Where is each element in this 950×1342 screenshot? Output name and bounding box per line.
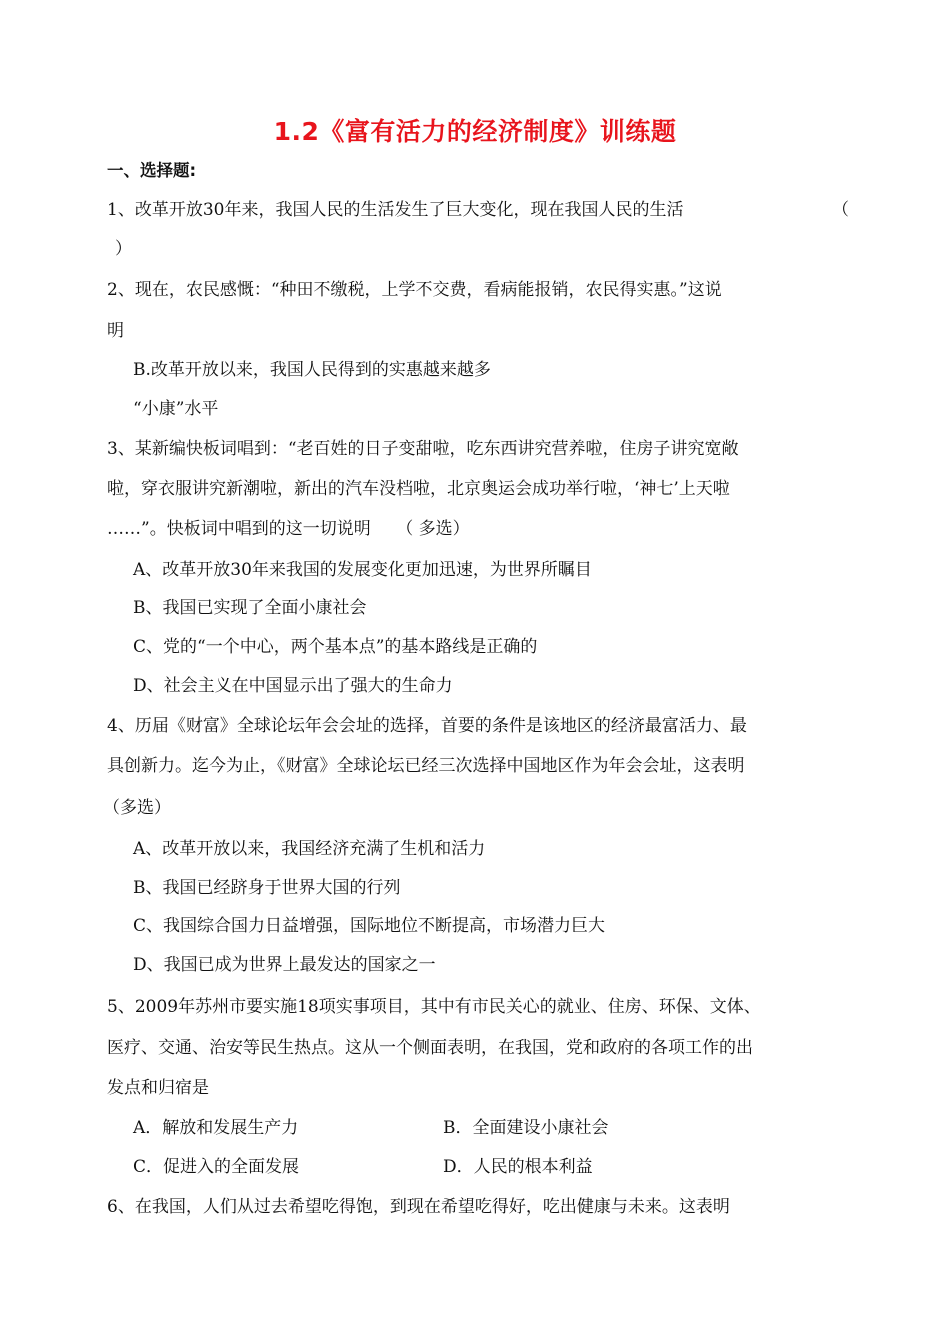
- question-4-option-d: D、我国已成为世界上最发达的国家之一: [133, 955, 436, 975]
- document-title: 1.2《富有活力的经济制度》训练题: [273, 117, 677, 146]
- question-1-line-1: [107, 199, 683, 221]
- section-heading-choice: 一、选择题:: [107, 161, 197, 180]
- question-5-line-2: 医疗、交通、治安等民生热点。这从一个侧面表明，在我国，党和政府的各项工作的出: [107, 1038, 753, 1058]
- question-3-option-a: A、改革开放30年来我国的发展变化更加迅速，为世界所瞩目: [133, 560, 592, 580]
- question-4-option-c: C、我国综合国力日益增强，国际地位不断提高，市场潜力巨大: [133, 916, 606, 936]
- question-5-option-c: C．促进入的全面发展: [133, 1157, 300, 1177]
- question-5-line-1: 5、2009年苏州市要实施18项实事项目，其中有市民关心的就业、住房、环保、文体、: [107, 997, 761, 1017]
- question-4-line-1: 4、历届《财富》全球论坛年会会址的选择，首要的条件是该地区的经济最富活力、最: [107, 716, 747, 736]
- question-2-line-1: 2、现在，农民感慨：“种田不缴税，上学不交费，看病能报销，农民得实惠。”这说: [107, 280, 722, 300]
- question-5-option-b: B．全面建设小康社会: [443, 1118, 609, 1138]
- question-4-line-3: （多选）: [103, 798, 171, 818]
- question-4-option-a: A、改革开放以来，我国经济充满了生机和活力: [133, 839, 486, 859]
- question-4-option-b: B、我国已经跻身于世界大国的行列: [133, 878, 401, 898]
- question-2-line-2: 明: [107, 321, 124, 341]
- question-3-option-c: C、党的“一个中心，两个基本点”的基本路线是正确的: [133, 637, 538, 657]
- question-1-text: 1、改革开放30年来，我国人民的生活发生了巨大变化，现在我国人民的生活: [107, 200, 684, 220]
- question-3-option-d: D、社会主义在中国显示出了强大的生命力: [133, 676, 453, 696]
- question-3-line-3: ……”。快板词中唱到的这一切说明 （ 多选）: [107, 519, 470, 539]
- question-4-line-2: 具创新力。迄今为止，《财富》全球论坛已经三次选择中国地区作为年会会址，这表明: [107, 756, 745, 776]
- question-5-option-d: D．人民的根本利益: [443, 1157, 593, 1177]
- question-1-open-paren: （: [832, 200, 849, 220]
- question-2-option-b: B.改革开放以来，我国人民得到的实惠越来越多: [133, 360, 491, 380]
- question-3-option-b: B、我国已实现了全面小康社会: [133, 598, 367, 618]
- question-3-line-1: 3、某新编快板词唱到：“老百姓的日子变甜啦，吃东西讲究营养啦，住房子讲究宽敞: [107, 439, 739, 459]
- question-1-line-2: ）: [115, 239, 132, 259]
- question-2-fragment: “小康”水平: [133, 399, 219, 419]
- question-5-option-a: A．解放和发展生产力: [133, 1118, 299, 1138]
- question-5-line-3: 发点和归宿是: [107, 1078, 209, 1098]
- question-6-line-1: 6、在我国，人们从过去希望吃得饱，到现在希望吃得好，吃出健康与未来。这表明: [107, 1197, 730, 1217]
- question-3-line-2: 啦，穿衣服讲究新潮啦，新出的汽车没档啦，北京奥运会成功举行啦，‘神七’上天啦: [107, 479, 730, 499]
